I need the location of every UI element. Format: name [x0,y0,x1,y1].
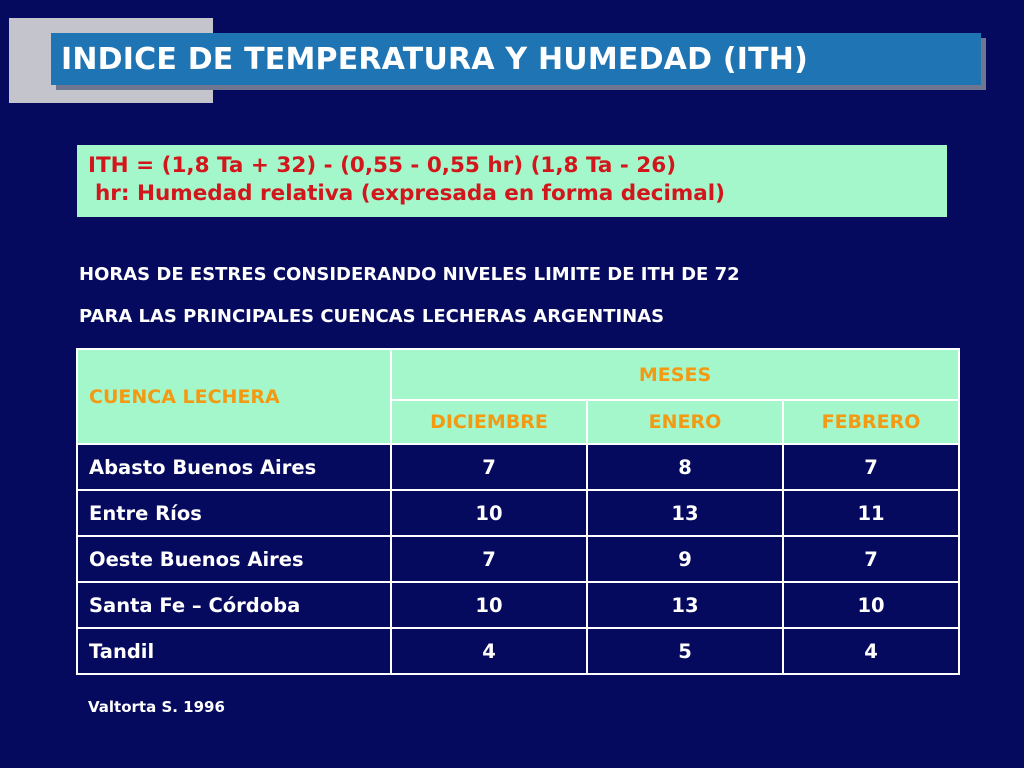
formula-legend: hr: Humedad relativa (expresada en forma decimal) [95,181,725,206]
table-row [77,490,959,536]
header-month-febrero: FEBRERO [783,400,959,444]
region-name: Entre Ríos [77,490,391,536]
value-febrero: 11 [783,490,959,536]
page-title: INDICE DE TEMPERATURA Y HUMEDAD (ITH) [61,41,808,77]
value-enero: 8 [587,444,783,490]
value-diciembre: 4 [391,628,587,674]
table-subtitle-line-1: HORAS DE ESTRES CONSIDERANDO NIVELES LIMITE DE ITH DE 72 [79,264,740,285]
header-cuenca-lechera: CUENCA LECHERA [77,349,391,444]
value-febrero: 7 [783,536,959,582]
stress-hours-table [76,348,958,675]
value-diciembre: 10 [391,582,587,628]
value-febrero: 4 [783,628,959,674]
value-febrero: 10 [783,582,959,628]
table-row [77,536,959,582]
region-name: Tandil [77,628,391,674]
header-month-diciembre: DICIEMBRE [391,400,587,444]
header-meses: MESES [391,349,959,400]
value-febrero: 7 [783,444,959,490]
table-subtitle-line-2: PARA LAS PRINCIPALES CUENCAS LECHERAS ARGENTINAS [79,306,665,327]
table-row [77,444,959,490]
value-diciembre: 7 [391,444,587,490]
citation: Valtorta S. 1996 [88,698,225,716]
region-name: Oeste Buenos Aires [77,536,391,582]
value-enero: 5 [587,628,783,674]
title-bar [51,33,981,85]
value-diciembre: 7 [391,536,587,582]
value-enero: 13 [587,582,783,628]
formula-equation: ITH = (1,8 Ta + 32) - (0,55 - 0,55 hr) (1,8 Ta - 26) [88,153,677,178]
header-month-enero: ENERO [587,400,783,444]
region-name: Santa Fe – Córdoba [77,582,391,628]
value-enero: 9 [587,536,783,582]
formula-box [77,145,947,217]
value-diciembre: 10 [391,490,587,536]
table-row [77,582,959,628]
value-enero: 13 [587,490,783,536]
region-name: Abasto Buenos Aires [77,444,391,490]
table-row [77,628,959,674]
